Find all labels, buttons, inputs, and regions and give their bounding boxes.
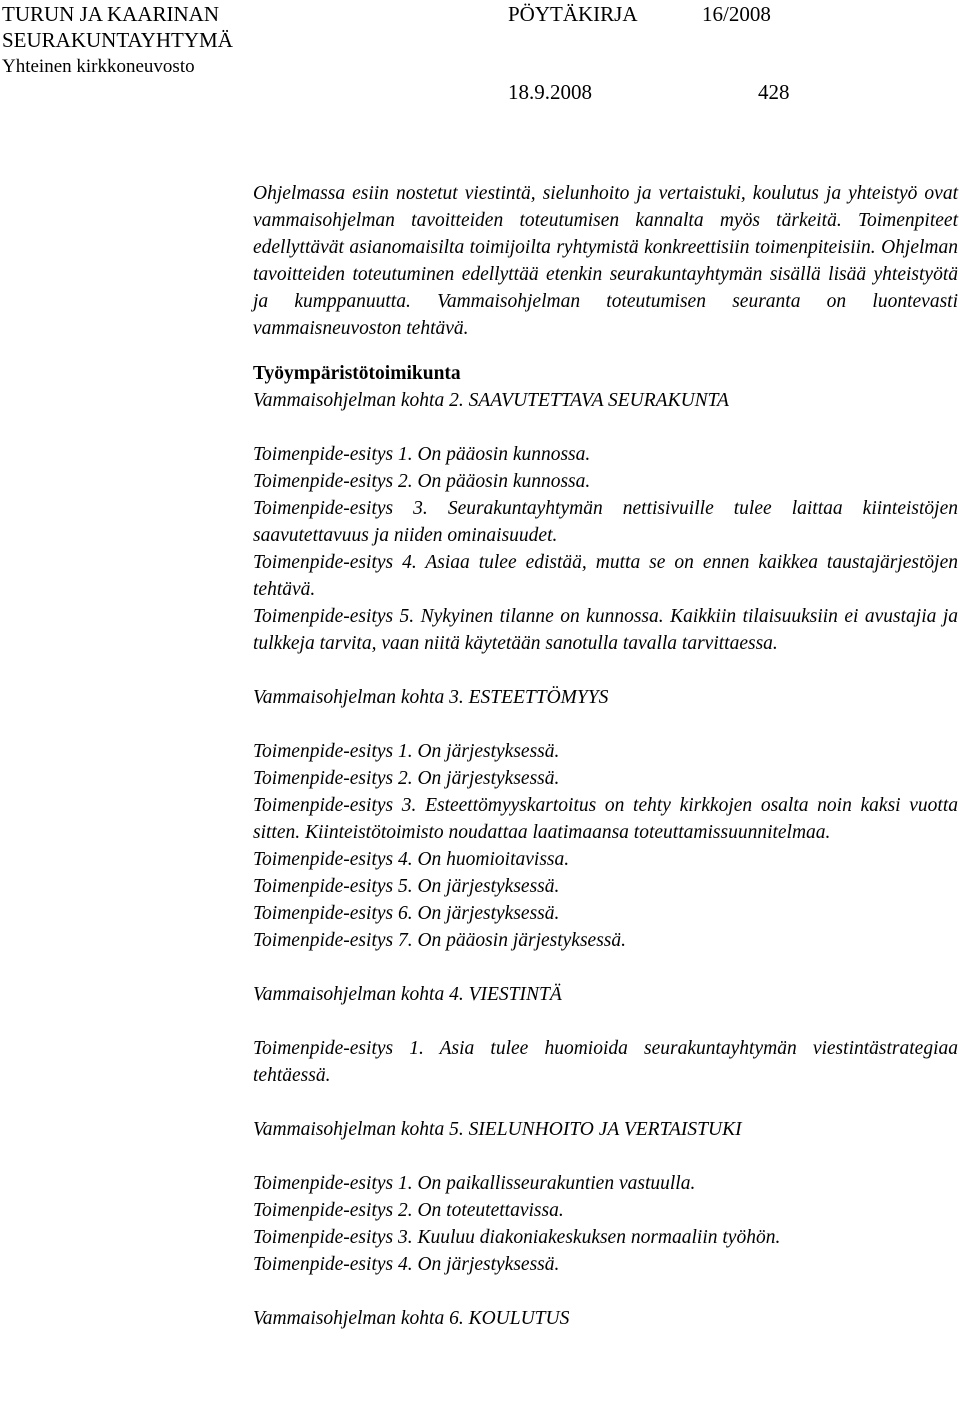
kohta2-item: Toimenpide-esitys 4. Asiaa tulee edistää, mutta se on ennen kaikkea taustajärjestöjen tehtävä. — [253, 552, 958, 600]
kohta3-item: Toimenpide-esitys 4. On huomioitavissa. — [253, 849, 570, 870]
kohta3-item: Toimenpide-esitys 3. Esteettömyyskartoitus on tehty kirkkojen osalta noin kaksi vuotta sitten. Kiinteistötoimisto noudattaa laatimaansa toteuttamissuunnitelmaa. — [253, 795, 958, 843]
kohta3-item: Toimenpide-esitys 7. On pääosin järjestyksessä. — [253, 930, 627, 951]
kohta4-item: Toimenpide-esitys 1. Asia tulee huomioida seurakuntayhtymän viestintästrategiaa tehtäessä. — [253, 1038, 958, 1086]
kohta2-item: Toimenpide-esitys 2. On pääosin kunnossa. — [253, 471, 591, 492]
page-number: 428 — [758, 80, 790, 104]
kohta3-item: Toimenpide-esitys 5. On järjestyksessä. — [253, 876, 560, 897]
intro-paragraph: Ohjelmassa esiin nostetut viestintä, sielunhoito ja vertaistuki, koulutus ja yhteistyö ovat vammaisohjelman tavoitteiden toteutumisen kannalta myös tärkeitä. Toimenpiteet edellyttävät asianomaisilta toimijoilta ryhtymistä konkreettisiin toimenpiteisiin. Ohjelman tavoitteiden toteutuminen edellyttää etenkin seurakuntayhtymän sisällä lisää yhteistyötä ja kumppanuutta. Vammaisohjelman toteutumisen seuranta on luontevasti vammaisneuvoston tehtävä. — [253, 183, 958, 339]
org-name-line1: TURUN JA KAARINAN — [2, 2, 220, 26]
document-date: 18.9.2008 — [508, 80, 592, 104]
kohta3-item: Toimenpide-esitys 2. On järjestyksessä. — [253, 768, 560, 789]
kohta5-item: Toimenpide-esitys 2. On toteutettavissa. — [253, 1200, 564, 1221]
section-heading: Työympäristötoimikunta — [253, 363, 461, 384]
kohta5-item: Toimenpide-esitys 1. On paikallisseurakuntien vastuulla. — [253, 1173, 696, 1194]
kohta5-item: Toimenpide-esitys 4. On järjestyksessä. — [253, 1254, 560, 1275]
document-number: 16/2008 — [702, 2, 771, 26]
kohta5-title: Vammaisohjelman kohta 5. SIELUNHOITO JA VERTAISTUKI — [253, 1119, 742, 1140]
kohta2-title: Vammaisohjelman kohta 2. SAAVUTETTAVA SEURAKUNTA — [253, 390, 729, 411]
kohta2-item: Toimenpide-esitys 1. On pääosin kunnossa. — [253, 444, 591, 465]
kohta2-item: Toimenpide-esitys 3. Seurakuntayhtymän nettisivuille tulee laittaa kiinteistöjen saavutettavuus ja niiden ominaisuudet. — [253, 498, 958, 546]
document-type: PÖYTÄKIRJA — [508, 2, 638, 26]
kohta2-item: Toimenpide-esitys 5. Nykyinen tilanne on kunnossa. Kaikkiin tilaisuuksiin ei avustajia ja tulkkeja tarvita, vaan niitä käytetään sanotulla tavalla tarvittaessa. — [253, 606, 958, 654]
kohta3-item: Toimenpide-esitys 1. On järjestyksessä. — [253, 741, 560, 762]
org-subtitle: Yhteinen kirkkoneuvosto — [2, 56, 195, 77]
org-name-line2: SEURAKUNTAYHTYMÄ — [2, 28, 233, 52]
kohta4-title: Vammaisohjelman kohta 4. VIESTINTÄ — [253, 984, 562, 1005]
kohta5-item: Toimenpide-esitys 3. Kuuluu diakoniakeskuksen normaaliin työhön. — [253, 1227, 781, 1248]
kohta6-title: Vammaisohjelman kohta 6. KOULUTUS — [253, 1308, 570, 1329]
kohta3-item: Toimenpide-esitys 6. On järjestyksessä. — [253, 903, 560, 924]
document-body — [253, 180, 958, 1332]
kohta3-title: Vammaisohjelman kohta 3. ESTEETTÖMYYS — [253, 687, 609, 708]
